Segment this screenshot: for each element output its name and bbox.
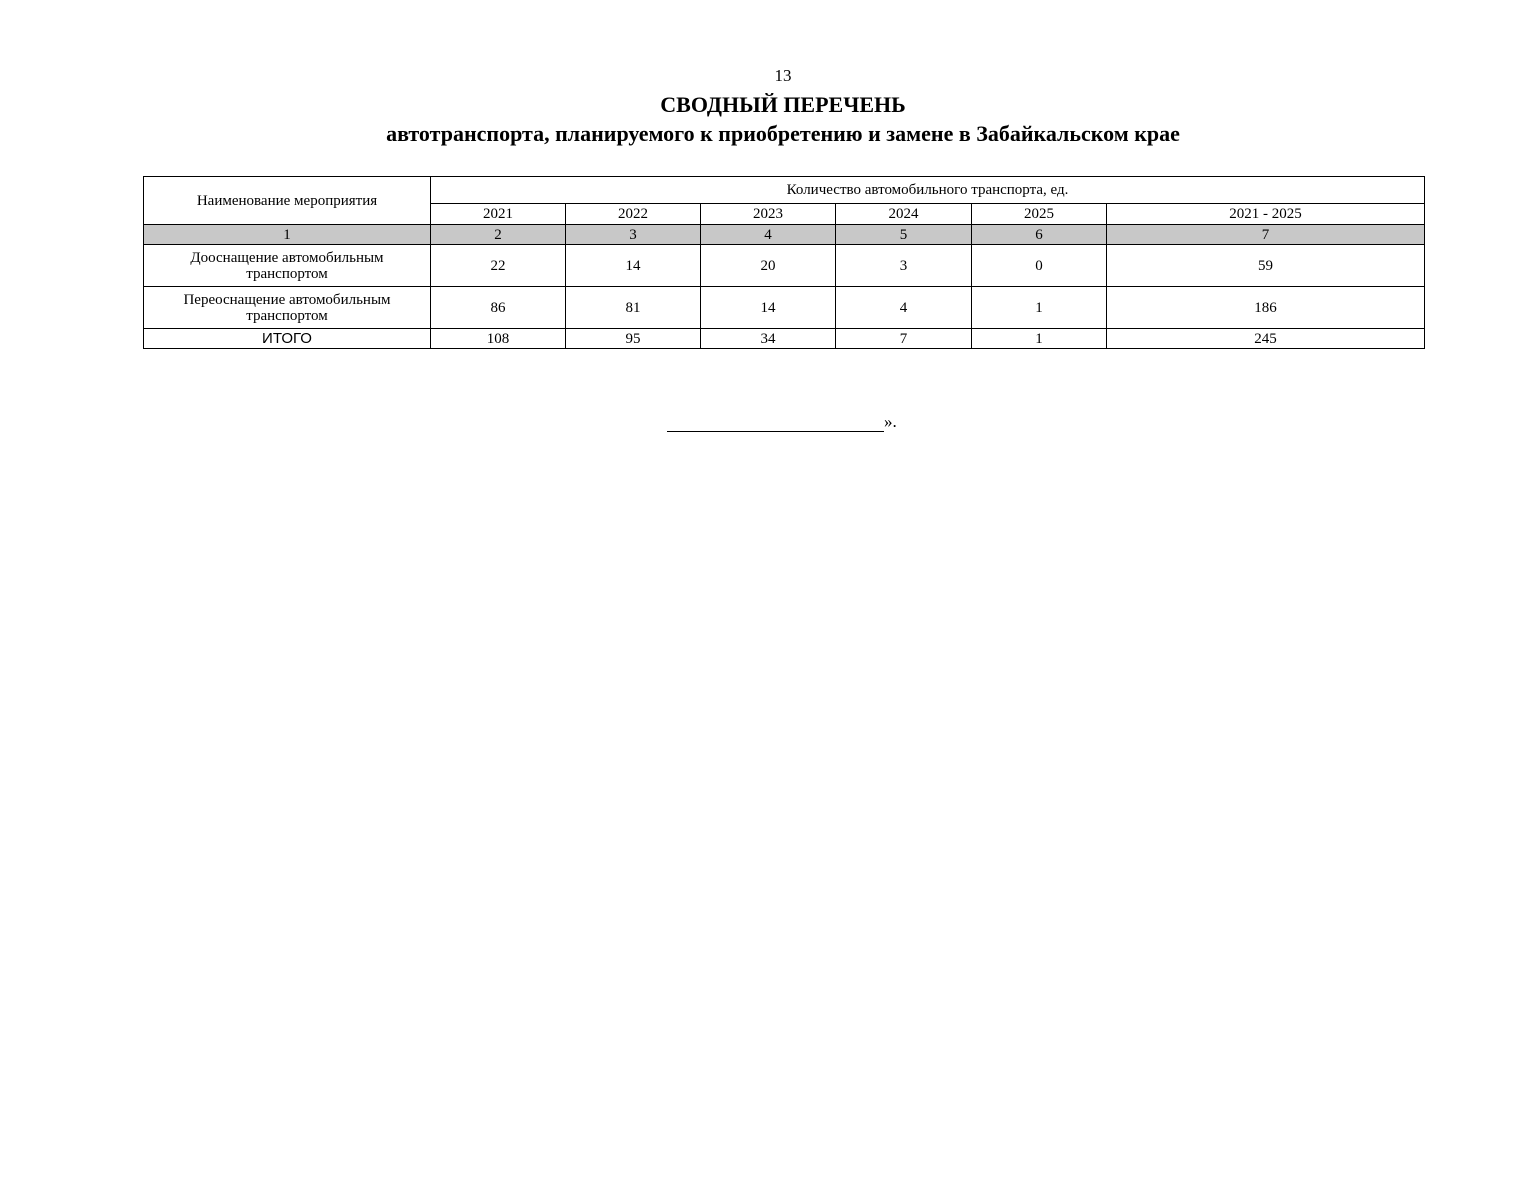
value-cell: 186 (1107, 287, 1425, 329)
value-cell: 20 (701, 245, 836, 287)
closing-line (667, 412, 897, 432)
column-number: 2 (431, 225, 566, 245)
value-cell: 4 (836, 287, 972, 329)
event-name-cell: Дооснащение автомобильным транспортом (144, 245, 431, 287)
table-row (144, 287, 1425, 329)
value-cell: 22 (431, 245, 566, 287)
table-row (144, 245, 1425, 287)
year-header: 2025 (972, 204, 1107, 225)
closing-quote: ». (884, 412, 897, 431)
total-value-cell: 1 (972, 329, 1107, 349)
signature-rule (667, 413, 884, 432)
quantity-group-header: Количество автомобильного транспорта, ед. (431, 177, 1425, 204)
value-cell: 1 (972, 287, 1107, 329)
header-row-1 (144, 177, 1425, 204)
column-number: 1 (144, 225, 431, 245)
year-header: 2021 (431, 204, 566, 225)
year-header: 2024 (836, 204, 972, 225)
summary-table (143, 176, 1425, 349)
total-value-cell: 7 (836, 329, 972, 349)
column-number: 5 (836, 225, 972, 245)
document-subtitle: автотранспорта, планируемого к приобретению и замене в Забайкальском крае (386, 121, 1180, 146)
value-cell: 0 (972, 245, 1107, 287)
total-value-cell: 34 (701, 329, 836, 349)
total-value-cell: 108 (431, 329, 566, 349)
event-name-cell: Переоснащение автомобильным транспортом (144, 287, 431, 329)
event-name-header: Наименование мероприятия (144, 177, 431, 225)
column-number: 6 (972, 225, 1107, 245)
column-number: 3 (566, 225, 701, 245)
value-cell: 81 (566, 287, 701, 329)
total-value-cell: 245 (1107, 329, 1425, 349)
page-number: 13 (774, 66, 792, 85)
value-cell: 59 (1107, 245, 1425, 287)
total-label: ИТОГО (144, 329, 431, 349)
value-cell: 3 (836, 245, 972, 287)
value-cell: 14 (701, 287, 836, 329)
column-numbers-row (144, 225, 1425, 245)
year-header: 2022 (566, 204, 701, 225)
total-row (144, 329, 1425, 349)
value-cell: 14 (566, 245, 701, 287)
value-cell: 86 (431, 287, 566, 329)
total-value-cell: 95 (566, 329, 701, 349)
column-number: 4 (701, 225, 836, 245)
year-header: 2023 (701, 204, 836, 225)
period-total-header: 2021 - 2025 (1107, 204, 1425, 225)
document-title: СВОДНЫЙ ПЕРЕЧЕНЬ (660, 92, 906, 117)
column-number: 7 (1107, 225, 1425, 245)
